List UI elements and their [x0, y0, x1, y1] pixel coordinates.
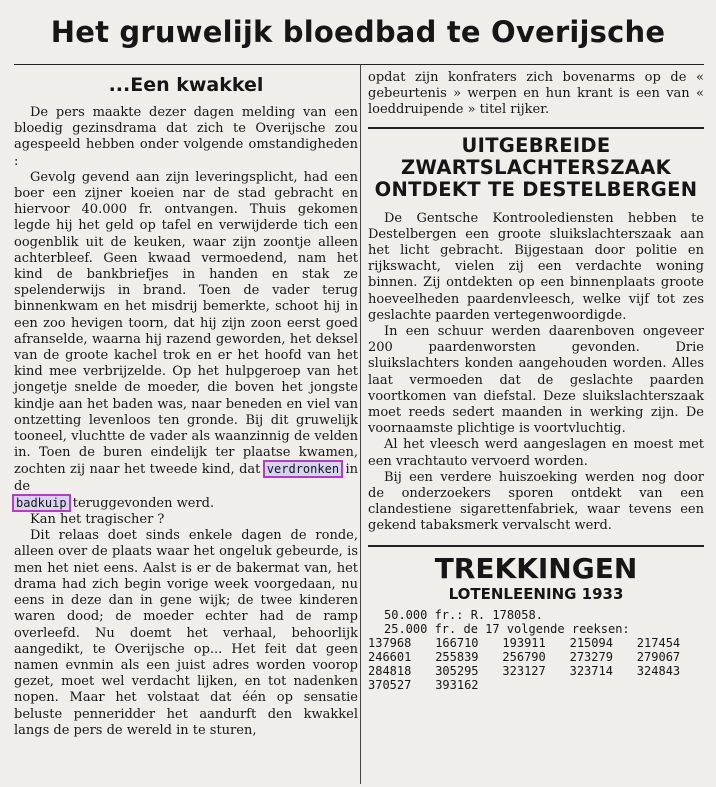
lottery-number: 166710 [435, 635, 479, 650]
right-column [368, 70, 704, 692]
section-rule [368, 545, 704, 547]
article-paragraph [14, 170, 358, 512]
lottery-number: 217454 [636, 635, 681, 650]
lottery-number: 273279 [569, 649, 613, 664]
column-divider [360, 64, 361, 784]
lottery-number: 137968 [368, 635, 412, 650]
lottery-number: 370527 [368, 677, 412, 692]
lottery-number-grid [368, 636, 704, 692]
highlighted-word[interactable]: badkuip [16, 495, 67, 510]
article-paragraph: De pers maakte dezer dagen melding van een bloedig gezinsdrama dat zich te Overijsche zou agespeeld hebben onder volgende omstandigheden : [14, 105, 358, 169]
headline-rule [14, 64, 704, 65]
lottery-number: 255839 [435, 649, 479, 664]
lottery-number: 305295 [435, 663, 479, 678]
highlighted-word[interactable]: verdronken [266, 462, 340, 477]
lottery-number: 323714 [569, 663, 613, 678]
lottery-line: 50.000 fr.: R. 178058. [384, 607, 543, 622]
section-rule [368, 127, 704, 129]
headline: Het gruwelijk bloedbad te Overijsche [50, 15, 666, 49]
article-text: teruggevonden werd. [72, 495, 215, 511]
article-text: Gevolg gevend aan zijn leveringsplicht, had een boer een zijner koeien nar de stad gebracht en hiervoor 40.000 fr. ontvangen. Thuis gekomen legde hij het geld op tafel en verwijderde tich een oogenblik uit de keuken, waar zijn zoontje alleen achterbleef. Geen kwaad vermoedend, nam het kind de bankbriefjes in handen en stak ze spelenderwijs in brand. Toen de vader terug binnenkwam en het misdrij bemerkte, schoot hij in een zoo hevigen toorn, dat hij zijn zoon eerst goed afranselde, waarna hij razend geworden, het deksel van de groote kachel trok en er het hoofd van het kind mee verbrijzelde. Op het hulpgeroep van het jongetje snelde de moeder, die boven het jongste kindje aan het baden was, naar beneden en viel van ontzetting levenloos ten gronde. Bij dit gruwelijk tooneel, vluchtte de vader als waanzinnig de velden in. Toen de buren eindelijk ter plaatse kwamen, zochten zij naar het tweede kind, dat [14, 169, 358, 478]
left-column [14, 72, 358, 739]
article-continuation: opdat zijn konfraters zich bovenarms op de « gebeurtenis » werpen en hun krant is een van « loeddruipende » titel rijker. [368, 70, 704, 118]
lottery-number: 284818 [368, 663, 412, 678]
lottery-number: 393162 [435, 677, 479, 692]
lottery-subtitle: LOTENLEENING 1933 [448, 584, 624, 603]
lottery-number: 256790 [502, 649, 546, 664]
lottery-line: 25.000 fr. de 17 volgende reeksen: [384, 621, 630, 636]
lottery-number: 246601 [368, 649, 412, 664]
lottery-number: 323127 [502, 663, 546, 678]
lottery-number: 324843 [636, 663, 681, 678]
lottery-number: 193911 [502, 635, 546, 650]
article-paragraph: Dit relaas doet sinds enkele dagen de ronde, alleen over de plaats waar het ongeluk gebeurde, is men het niet eens. Aalst is er de bakermat van, het drama had zich begin vorige week voorgedaan, nu eens in deze dan in gene wijk; de twee kinderen waren dood; de moeder echter had de ramp overleefd. Nu doemt het verhaal, behoorlijk aangedikt, te Overijsche op... Het feit dat geen namen evnmin als een juist adres worden voorop gezet, moet wel verdacht lijken, en tot nadenken nopen. Maar het volstaat dat één op sensatie beluste penneridder het aandurft den kwakkel langs de pers de wereld in te sturen, [14, 528, 358, 738]
article-paragraph: Al het vleesch werd aangeslagen en moest met een vrachtauto vervoerd worden. [368, 437, 704, 469]
lottery-number: 215094 [569, 635, 613, 650]
lottery-number: 279067 [636, 649, 681, 664]
lottery-title: TREKKINGEN [434, 551, 638, 585]
article-paragraph: Bij een verdere huiszoeking werden nog door de onderzoekers sporen ontdekt van een clandestiene sigarettenfabriek, waar tevens een gekend tabaksmerk vervalscht werd. [368, 469, 704, 534]
article-headline: UITGEBREIDE ZWARTSLACHTERSZAAK ONTDEKT TE DESTELBERGEN [374, 133, 698, 201]
article-paragraph: In een schuur werden daarenboven ongeveer 200 paardenworsten gevonden. Drie sluikslachters konden aangehouden worden. Alles laat vermoeden dat de geslachte paarden voortkomen van diefstal. Deze sluikslachterszaak moet reeds sedert maanden in werking zijn. De voornaamste plichtige is voortvluchtig. [368, 324, 704, 437]
article-text: in de [14, 462, 358, 494]
article-paragraph: De Gentsche Kontroolediensten hebben te Destelbergen een groote sluikslachterszaak aan het licht gebracht. Bijgestaan door politie en rijkswacht, vielen zij een verdachte woning binnen. Zij ontdekten op een binnenplaats groote hoeveelheden paardenvleesch, welke vijf tot zes geslachte paarden vertegenwoordigde. [368, 210, 704, 323]
article-subtitle: ...Een kwakkel [108, 74, 264, 96]
article-paragraph: Kan het tragischer ? [30, 512, 165, 528]
